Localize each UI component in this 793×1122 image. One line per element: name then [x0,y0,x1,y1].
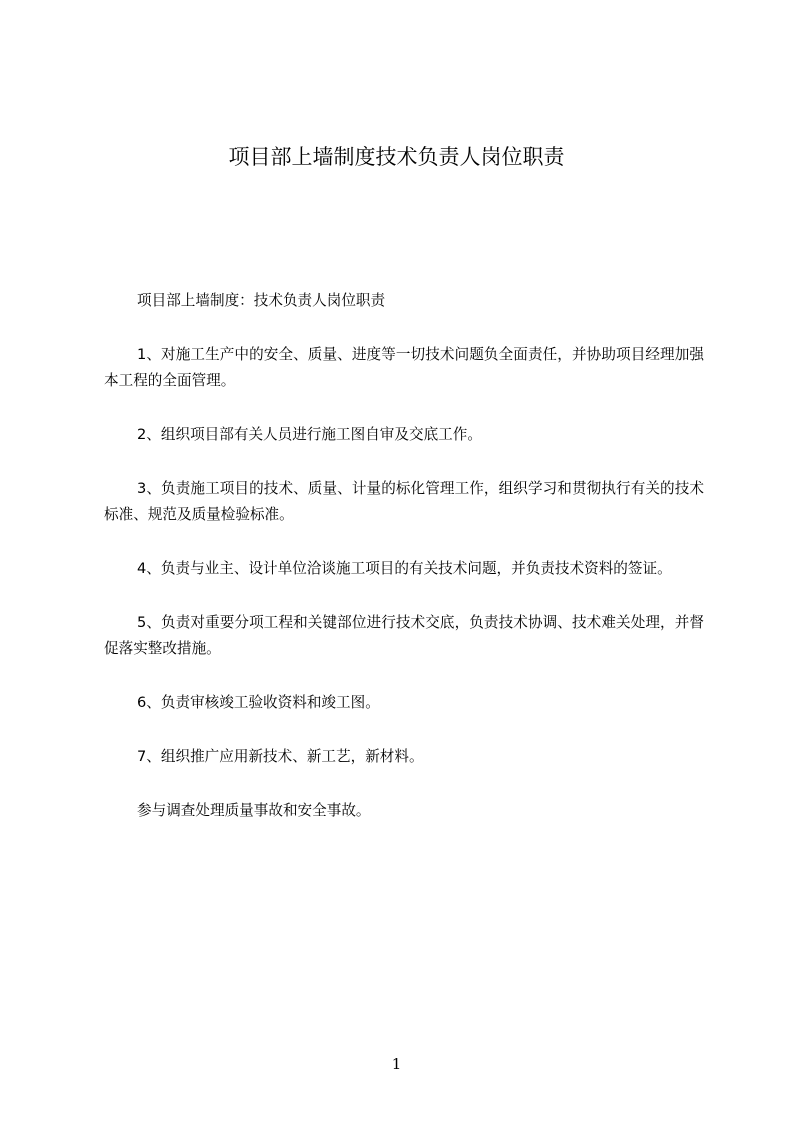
document-body [104,288,704,824]
paragraph-4: 4、负责与业主、设计单位洽谈施工项目的有关技术问题，并负责技术资料的签证。 [137,560,672,577]
paragraph-6: 6、负责审核竣工验收资料和竣工图。 [137,694,380,711]
page-number: 1 [391,1055,402,1073]
paragraph-7: 7、组织推广应用新技术、新工艺，新材料。 [137,748,424,765]
page-title: 项目部上墙制度技术负责人岗位职责 [228,145,565,169]
paragraph-3: 3、负责施工项目的技术、质量、计量的标化管理工作，组织学习和贯彻执行有关的技术标准、规范及质量检验标准。 [104,480,704,523]
paragraph-8: 参与调查处理质量事故和安全事故。 [137,802,371,819]
paragraph-5: 5、负责对重要分项工程和关键部位进行技术交底，负责技术协调、技术难关处理，并督促落实整改措施。 [104,614,704,657]
paragraph-2: 2、组织项目部有关人员进行施工图自审及交底工作。 [137,426,482,443]
paragraph-1: 1、对施工生产中的安全、质量、进度等一切技术问题负全面责任，并协助项目经理加强本工程的全面管理。 [104,346,704,389]
document-subtitle: 项目部上墙制度：技术负责人岗位职责 [137,292,386,309]
